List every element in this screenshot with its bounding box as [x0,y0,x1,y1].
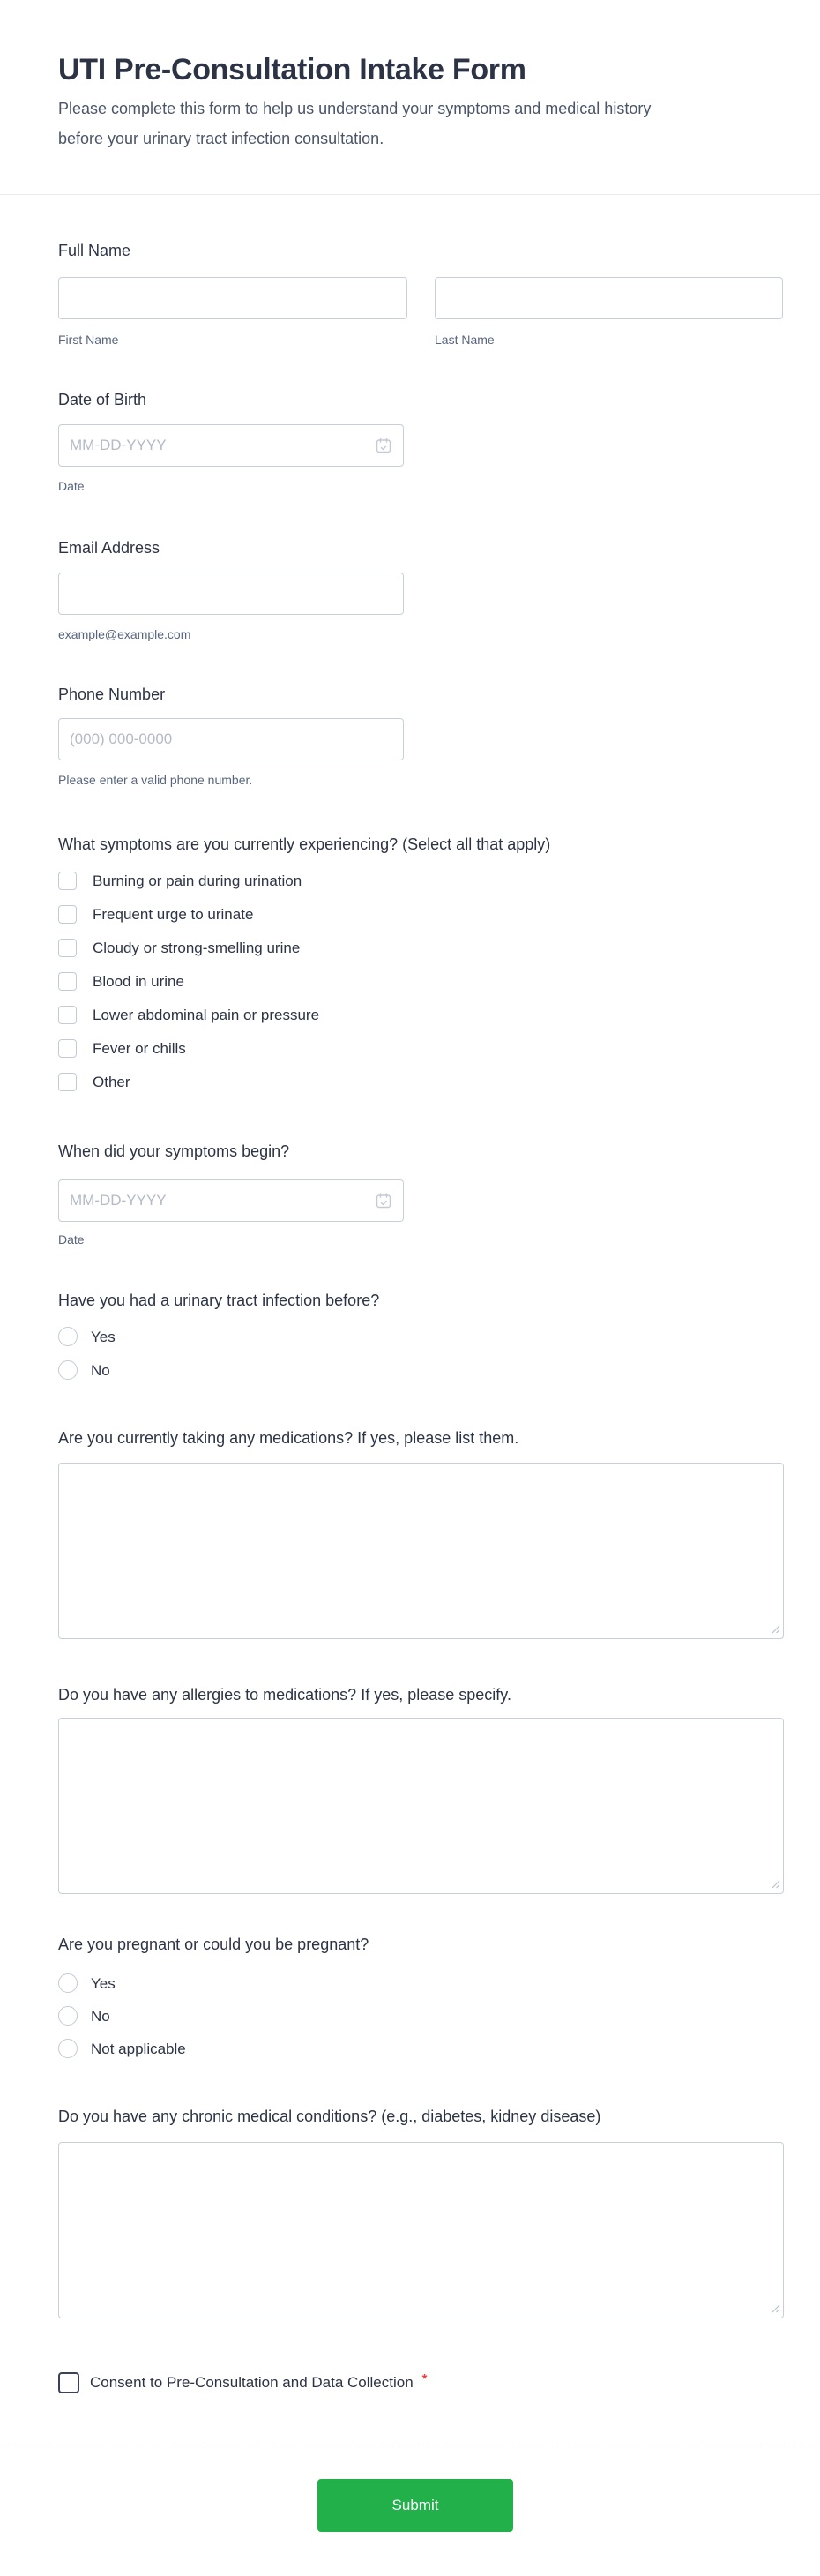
field-prior-uti [58,1290,379,1380]
field-chronic-conditions [58,2106,784,2318]
pregnancy-options [58,1973,369,2058]
allergies-textarea[interactable] [58,1718,784,1894]
radio-option-label: No [91,2007,110,2025]
symptom-onset-input[interactable] [58,1179,404,1222]
symptom-option-label: Cloudy or strong-smelling urine [93,940,301,956]
field-phone [58,684,404,788]
last-name-input[interactable] [435,277,783,319]
consent-checkbox[interactable] [58,2372,79,2393]
symptom-option-label: Blood in urine [93,973,184,990]
page-subtitle [58,94,651,154]
field-symptom-onset [58,1141,404,1247]
prior-uti-option-yes[interactable] [58,1327,379,1346]
symptom-option-frequent-urge[interactable] [58,905,550,924]
field-pregnancy [58,1934,369,2058]
prior-uti-radio-no[interactable] [58,1360,78,1380]
pregnancy-radio-not-applicable[interactable] [58,2039,78,2058]
dob-label: Date of Birth [58,391,147,408]
radio-option-label: Yes [91,1328,116,1345]
consent-label: Consent to Pre-Consultation and Data Collection [90,2374,414,2391]
symptom-checkbox-blood-in-urine[interactable] [58,972,77,991]
symptom-checkbox-other[interactable] [58,1073,77,1091]
prior-uti-radio-yes[interactable] [58,1327,78,1346]
symptom-checkbox-cloudy-urine[interactable] [58,939,77,957]
symptom-option-label: Lower abdominal pain or pressure [93,1007,320,1023]
prior-uti-options [58,1327,379,1380]
symptom-option-label: Other [93,1074,130,1090]
field-allergies [58,1684,784,1894]
last-name-sublabel: Last Name [435,333,495,347]
symptom-option-burning[interactable] [58,872,550,890]
first-name-group [58,277,407,348]
submit-button[interactable]: Submit [317,2479,513,2532]
resize-handle-icon[interactable] [771,1624,780,1634]
prior-uti-label: Have you had a urinary tract infection before? [58,1292,380,1309]
header-divider [0,194,820,195]
phone-label: Phone Number [58,685,166,703]
symptom-option-abdominal-pain[interactable] [58,1006,550,1024]
symptom-checkbox-abdominal-pain[interactable] [58,1006,77,1024]
medications-textarea[interactable] [58,1463,784,1639]
symptom-option-blood-in-urine[interactable] [58,972,550,991]
dob-input[interactable] [58,424,404,467]
symptom-onset-sublabel: Date [58,1232,85,1247]
last-name-group [435,277,783,348]
phone-input[interactable] [58,718,404,760]
symptom-option-label: Frequent urge to urinate [93,906,254,923]
email-input[interactable] [58,573,404,615]
pregnancy-radio-yes[interactable] [58,1973,78,1993]
symptoms-label: What symptoms are you currently experiencing? (Select all that apply) [58,835,551,853]
symptom-checkbox-fever-chills[interactable] [58,1039,77,1058]
field-date-of-birth [58,389,404,494]
symptom-option-label: Fever or chills [93,1040,186,1057]
symptom-checkbox-frequent-urge[interactable] [58,905,77,924]
phone-sublabel: Please enter a valid phone number. [58,773,253,787]
pregnancy-label: Are you pregnant or could you be pregnant? [58,1936,369,1953]
dob-sublabel: Date [58,479,85,493]
pregnancy-radio-no[interactable] [58,2006,78,2026]
email-sublabel: example@example.com [58,627,191,641]
symptom-checkbox-burning[interactable] [58,872,77,890]
symptoms-options [58,872,550,1091]
resize-handle-icon[interactable] [771,2303,780,2313]
symptom-option-other[interactable] [58,1073,550,1091]
page-title: UTI Pre-Consultation Intake Form [58,53,526,86]
symptom-option-cloudy-urine[interactable] [58,939,550,957]
field-full-name [58,240,783,348]
first-name-input[interactable] [58,277,407,319]
full-name-label: Full Name [58,242,131,259]
page-subtitle-line1: Please complete this form to help us understand your symptoms and medical history [58,100,652,117]
medications-label: Are you currently taking any medications? If yes, please list them. [58,1429,519,1447]
symptom-option-label: Burning or pain during urination [93,872,302,889]
page-subtitle-line2: before your urinary tract infection consultation. [58,130,384,147]
first-name-sublabel: First Name [58,333,119,347]
field-consent[interactable] [58,2372,428,2393]
field-medications [58,1427,784,1639]
radio-option-label: Yes [91,1974,116,1992]
symptom-option-fever-chills[interactable] [58,1039,550,1058]
email-label: Email Address [58,539,160,557]
symptom-onset-label: When did your symptoms begin? [58,1142,290,1160]
field-symptoms [58,834,550,1091]
required-asterisk: * [421,2370,428,2386]
pregnancy-option-yes[interactable] [58,1973,369,1993]
chronic-conditions-textarea[interactable] [58,2142,784,2318]
pregnancy-option-no[interactable] [58,2006,369,2026]
prior-uti-option-no[interactable] [58,1360,379,1380]
chronic-conditions-label: Do you have any chronic medical conditions? (e.g., diabetes, kidney disease) [58,2108,601,2125]
radio-option-label: Not applicable [91,2040,186,2057]
pregnancy-option-not-applicable[interactable] [58,2039,369,2058]
field-email [58,537,404,642]
resize-handle-icon[interactable] [771,1879,780,1889]
allergies-label: Do you have any allergies to medications? If yes, please specify. [58,1686,511,1704]
radio-option-label: No [91,1361,110,1379]
